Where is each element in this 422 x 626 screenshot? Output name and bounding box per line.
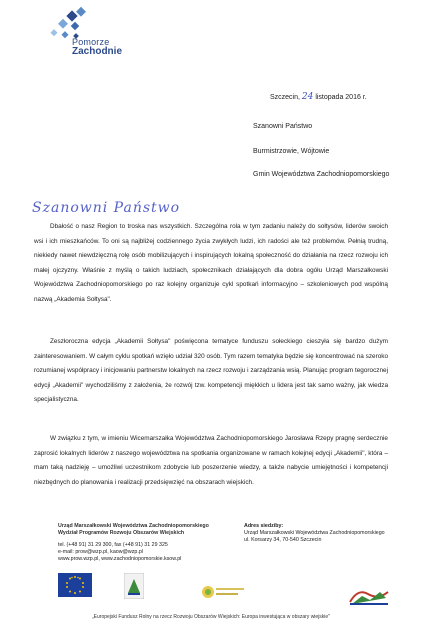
logo-line2: Zachodnie <box>72 46 123 57</box>
footer-address <box>244 523 394 544</box>
paragraph-text: Dbałość o nasz Region to troska nas wszystkich. Szczególna rola w tym zadaniu należy do sołtysów, liderów swoich wsi i ich mieszkańców. To oni są najbliżej codziennego życia zwykłych ludzi, ich radości ale też problemów. Pełnią trudną, niekiedy nawet niewdzięczną rolę osób mobilizujących i inspirujących lokalną społeczność do działania na rzecz rozwoju ich małej ojczyzny. Właśnie z myślą o takich ludziach, społecznikach działających dla dobra ogółu Urząd Marszałkowski Województwa Zachodniopomorskiego po raz kolejny organizuje cykl spotkań informacyjno – szkoleniowych pod wspólną nazwą „Akademia Sołtysa". <box>34 223 388 303</box>
footer-address-street: ul. Korsarzy 34, 70-540 Szczecin <box>244 537 322 543</box>
handwritten-salutation: Szanowni Państwo <box>32 200 181 216</box>
ksow-logo-icon <box>200 583 246 601</box>
paragraph-text: Zeszłoroczna edycja „Akademii Sołtysa" poświęcona tematyce funduszu sołeckiego cieszyła się bardzo dużym zainteresowaniem. W całym cyklu spotkań wzięło udział 320 osób. Tym razem tematyka będzie się koncentrować na szeroko rozumianej współpracy i inicjowaniu partnerstw lokalnych na rzecz rozwoju i zarządzania wsią. Planując program tegorocznej edycji „Akademii" wychodziliśmy z założenia, że rozwój tzw. kompetencji miękkich u lidera jest tak samo ważny, jak wiedza specjalistyczna. <box>34 338 388 404</box>
footer-org2: Wydział Programów Rozwoju Obszarów Wiejskich <box>58 530 185 536</box>
footer-email: e-mail: prow@wzp.pl, kaow@wzp.pl <box>58 549 143 555</box>
date-suffix: listopada 2016 r. <box>315 94 367 101</box>
footer-www: www.prow.wzp.pl, www.zachodniopomorskie.ksow.pl <box>58 556 182 562</box>
footer-org1: Urząd Marszałkowski Województwa Zachodniopomorskiego <box>58 523 209 529</box>
footer-phone: tel. (+48 91) 31 29 300, fax (+48 91) 31 29 325 <box>58 542 168 548</box>
eu-flag-icon <box>58 573 92 597</box>
date-prefix: Szczecin, <box>270 94 302 101</box>
addressee-line-2: Burmistrzowie, Wójtowie <box>253 148 330 155</box>
date-day: 24 <box>301 92 314 102</box>
addressee-line-1: Szanowni Państwo <box>253 123 313 130</box>
footer-contact <box>58 523 238 563</box>
leader-logo-icon <box>124 573 144 599</box>
body-paragraph-1 <box>34 220 388 308</box>
paragraph-text: W związku z tym, w imieniu Wicemarszałka Województwa Zachodniopomorskiego Jarosława Rzepy pragnę serdecznie zaprosić lokalnych liderów z naszego województwa na spotkania organizowane w ramach kolejnej edycji „Akademii", która – mam taką nadzieję – umożliwi uczestnikom zdobycie lub poszerzenie wiedzy, a także nabycie umiejętności i kompetencji niezbędnych do planowania i realizacji przedsięwzięć na obszarach wiejskich. <box>34 435 388 486</box>
body-paragraph-3 <box>34 432 388 490</box>
pomorze-zachodnie-logo-icon <box>48 6 118 66</box>
footnote-slogan: „Europejski Fundusz Rolny na rzecz Rozwoju Obszarów Wiejskich: Europa inwestująca w obszary wiejskie" <box>92 614 330 620</box>
footer-address-label: Adres siedziby: <box>244 523 284 529</box>
footer-address-org: Urząd Marszałkowski Województwa Zachodniopomorskiego <box>244 530 385 536</box>
addressee-line-3: Gmin Województwa Zachodniopomorskiego <box>253 171 390 178</box>
body-paragraph-2 <box>34 335 388 408</box>
prow-logo-icon <box>348 584 390 606</box>
logo-line1: Pomorze <box>72 37 110 47</box>
letter-date <box>270 92 367 102</box>
